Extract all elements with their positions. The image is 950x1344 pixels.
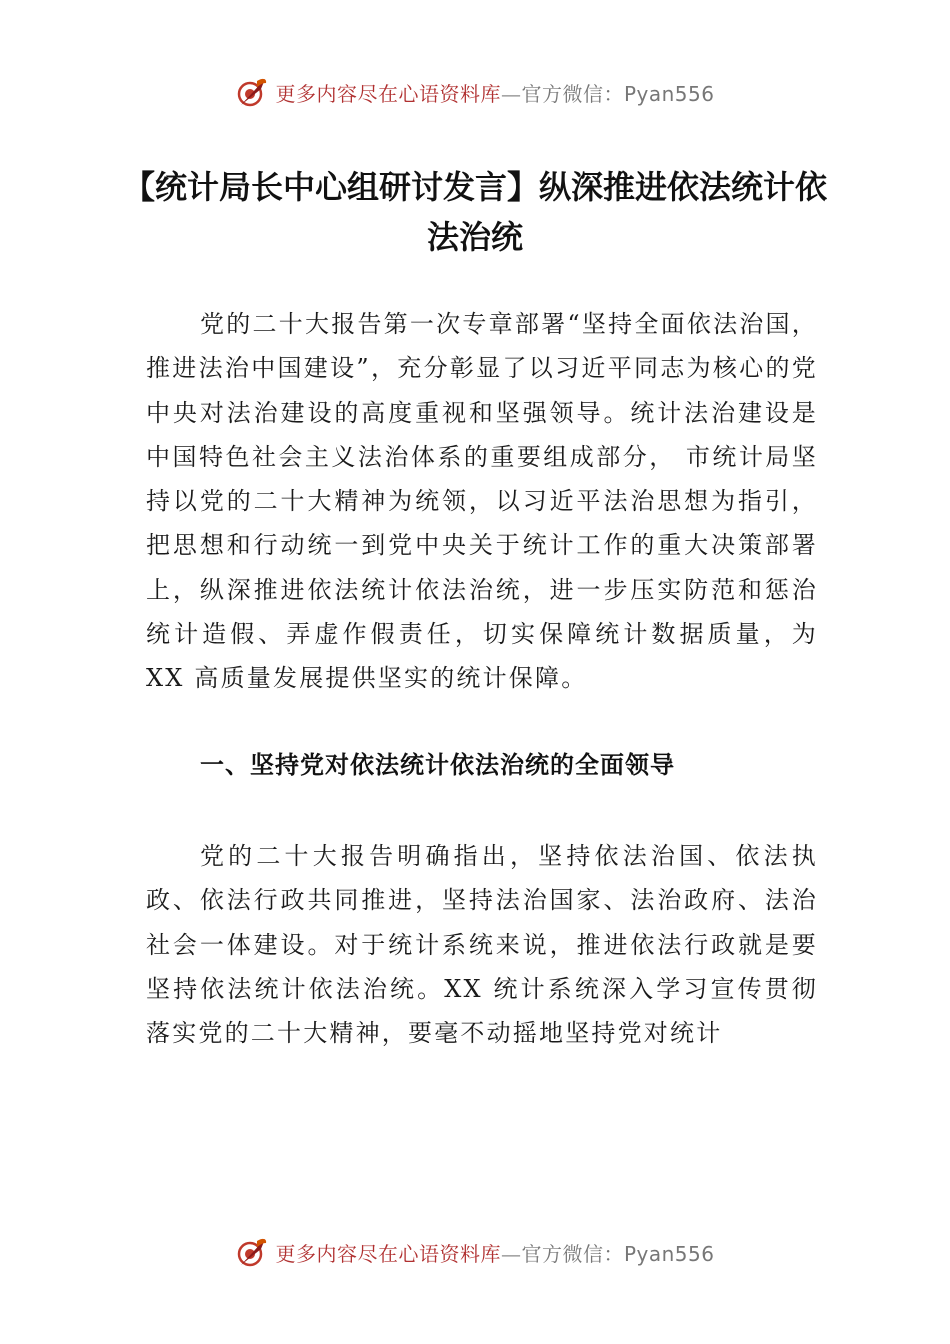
quill-logo-icon (235, 1235, 269, 1269)
quill-logo-icon (235, 75, 269, 109)
body-paragraph: 党的二十大报告第一次专章部署“坚持全面依法治国，推进法治中国建设”，充分彰显了以习近平同志为核心的党中央对法治建设的高度重视和坚强领导。统计法治建设是中国特色社会主义法治体系的重要组成部分， 市统计局坚持以党的二十大精神为统领，以习近平法治思想为指引，把思想和行动统一到党中央关于统计工作的重大决策部署上，纵深推进依法统计依法治统，进一步压实防范和惩治统计造假、弄虚作假责任，切实保障统计数据质量，为 XX 高质量发展提供坚实的统计保障。 (146, 310, 818, 693)
banner-wechat: 官方微信：Pyan556 (521, 81, 715, 106)
document-title: 【统计局长中心组研讨发言】纵深推进依法统计依法治统 (122, 168, 827, 256)
banner-wechat: 官方微信：Pyan556 (521, 1241, 715, 1266)
banner-text: 更多内容尽在心语资料库 (275, 81, 501, 106)
header-banner (0, 72, 950, 112)
banner-text: 更多内容尽在心语资料库 (275, 1241, 501, 1266)
banner-dash: — (500, 1241, 522, 1266)
banner-dash: — (500, 81, 522, 106)
footer-banner (0, 1232, 950, 1272)
section-heading: 一、坚持党对依法统计依法治统的全面领导 (200, 751, 675, 779)
body-paragraph: 党的二十大报告明确指出，坚持依法治国、依法执政、依法行政共同推进，坚持法治国家、法治政府、法治社会一体建设。对于统计系统来说，推进依法行政就是要坚持依法统计依法治统。XX 统计系统深入学习宣传贯彻落实党的二十大精神，要毫不动摇地坚持党对统计 (146, 842, 818, 1048)
